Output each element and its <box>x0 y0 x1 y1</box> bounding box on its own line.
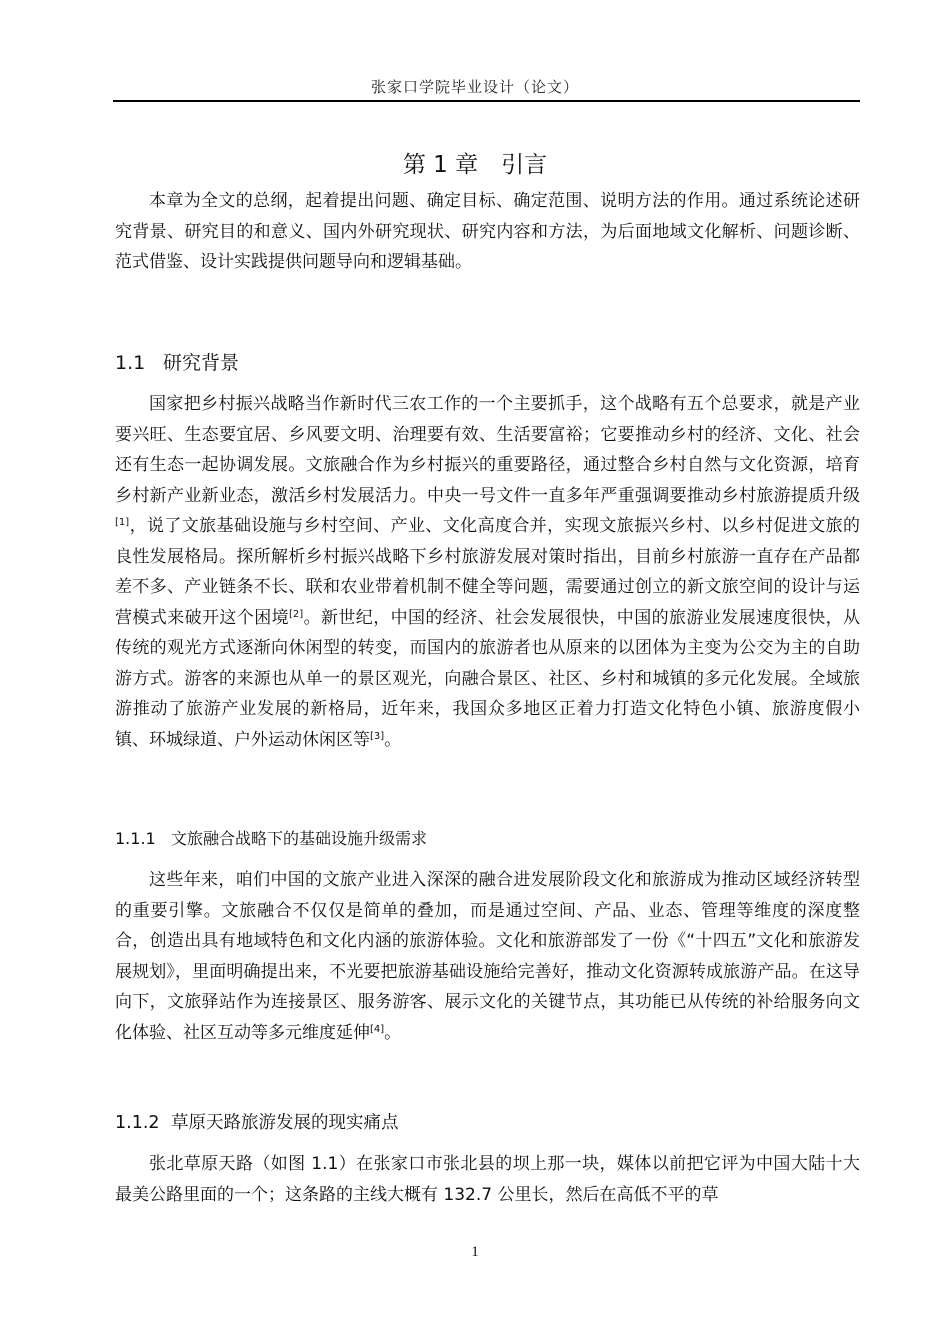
section-1-1-1-body <box>115 865 860 1048</box>
section-title: 草原天路旅游发展的现实痛点 <box>171 1113 399 1133</box>
section-heading-1-1 <box>115 348 239 375</box>
citation-ref[interactable]: [4] <box>370 1023 385 1035</box>
section-title: 文旅融合战略下的基础设施升级需求 <box>171 829 428 848</box>
chapter-title: 第 1 章 引言 <box>402 152 548 178</box>
text-segment: 。 <box>384 729 402 750</box>
section-heading-1-1-1 <box>115 826 427 849</box>
text-segment: 国家把乡村振兴战略当作新时代三农工作的一个主要抓手，这个战略有五个总要求，就是产业要兴旺、生态要宜居、乡风要文明、治理要有效、生活要富裕；它要推动乡村的经济、文化、社会还有生态一起协调发展。文旅融合作为乡村振兴的重要路径，通过整合乡村自然与文化资源，培育乡村新产业新业态，激活乡村发展活力。中央一号文件一直多年严重强调要推动乡村旅游提质升级 <box>115 394 860 506</box>
pain-points-paragraph: 张北草原天路（如图 1.1）在张家口市张北县的坝上那一块，媒体以前把它评为中国大陆十大最美公路里面的一个；这条路的主线大概有 132.7 公里长，然后在高低不平的草 <box>115 1154 860 1205</box>
intro-paragraph: 本章为全文的总纲，起着提出问题、确定目标、确定范围、说明方法的作用。通过系统论述研究背景、研究目的和意义、国内外研究现状、研究内容和方法，为后面地域文化解析、问题诊断、范式借鉴、设计实践提供问题导向和逻辑基础。 <box>115 191 860 272</box>
citation-ref[interactable]: [2] <box>289 608 304 620</box>
section-heading-1-1-2 <box>115 1109 399 1134</box>
section-title: 研究背景 <box>163 352 240 374</box>
citation-ref[interactable]: [1] <box>115 517 130 528</box>
section-1-1-2-body <box>115 1149 860 1210</box>
running-header: 张家口学院毕业设计（论文） <box>370 78 579 96</box>
background-paragraph <box>115 389 860 755</box>
page-number: 1 <box>471 1244 479 1260</box>
section-number: 1.1.2 <box>115 1113 160 1133</box>
text-segment: 这些年来，咱们中国的文旅产业进入深深的融合进发展阶段文化和旅游成为推动区域经济转型的重要引擎。文旅融合不仅仅是简单的叠加，而是通过空间、产品、业态、管理等维度的深度整合，创造出具有地域特色和文化内涵的旅游体验。文化和旅游部发了一份《“十四五”文化和旅游发展规划》，里面明确提出来，不光要把旅游基础设施给完善好，推动文化资源转成旅游产品。在这导向下，文旅驿站作为连接景区、服务游客、展示文化的关键节点，其功能已从传统的补给服务向文化体验、社区互动等多元维度延伸 <box>115 870 860 1043</box>
section-number: 1.1.1 <box>115 829 156 848</box>
text-segment: 。 <box>384 1022 402 1043</box>
text-segment: 。新世纪，中国的经济、社会发展很快，中国的旅游业发展速度很快，从传统的观光方式逐渐向休闲型的转变，而国内的旅游者也从原来的以团体为主变为公交为主的自助游方式。游客的来源也从单一的景区观光，向融合景区、社区、乡村和城镇的多元化发展。全域旅游推动了旅游产业发展的新格局，近年来，我国众多地区正着力打造文化特色小镇、旅游度假小镇、环城绿道、户外运动休闲区等 <box>115 607 861 750</box>
intro-block <box>115 186 860 278</box>
upgrade-demand-paragraph <box>115 865 860 1048</box>
text-segment: ，说了文旅基础设施与乡村空间、产业、文化高度合并，实现文旅振兴乡村、以乡村促进文旅的良性发展格局。探所解析乡村振兴战略下乡村旅游发展对策时指出，目前乡村旅游一直存在产品都差不多、产业链条不长、联和农业带着机制不健全等问题，需要通过创立的新文旅空间的设计与运营模式来破开这个困境 <box>115 516 860 628</box>
section-number: 1.1 <box>115 352 146 374</box>
header-rule <box>113 100 860 102</box>
section-1-1-body <box>115 389 860 755</box>
citation-ref[interactable]: [3] <box>370 730 385 742</box>
